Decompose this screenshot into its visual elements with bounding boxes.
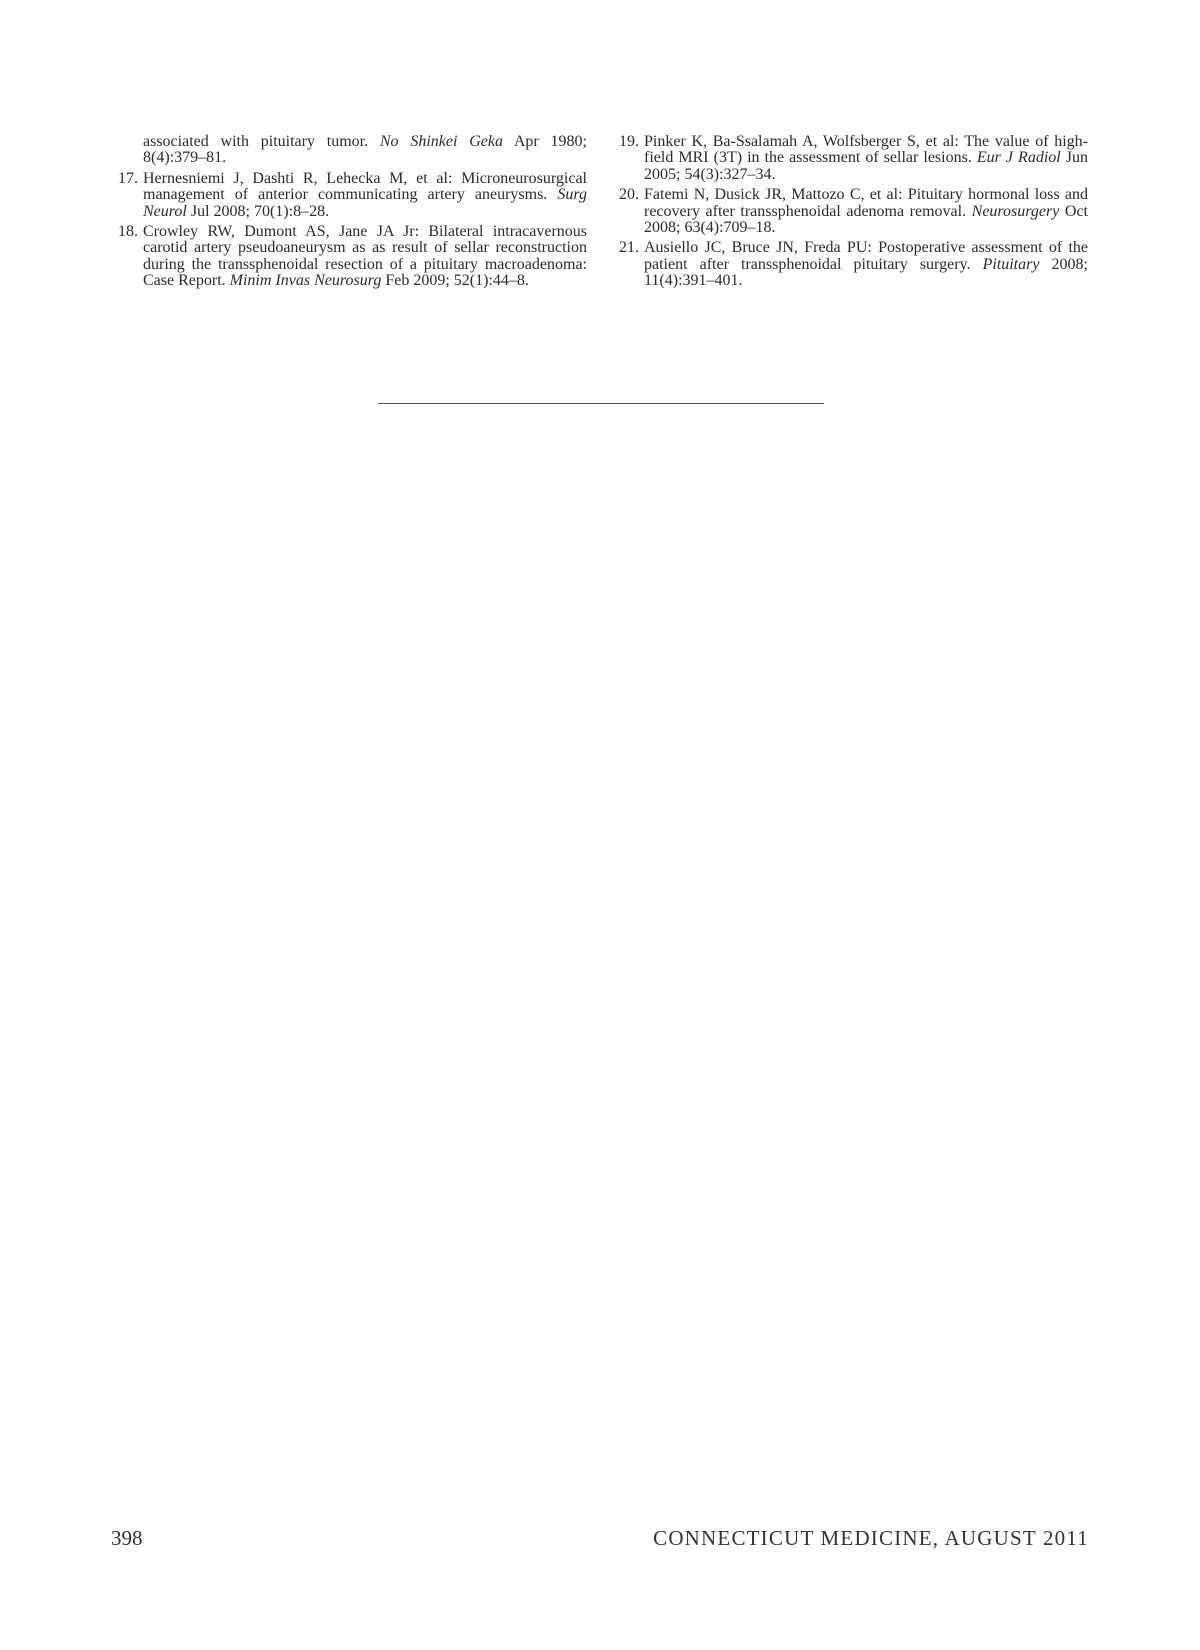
reference-19 <box>612 134 1088 183</box>
reference-journal: Surg Neurol <box>143 186 587 220</box>
reference-journal: Minim Invas Neurosurg <box>229 272 382 290</box>
reference-text: associated with pituitary tumor. <box>143 133 380 150</box>
reference-number: 17. <box>118 169 138 187</box>
reference-21 <box>612 240 1088 289</box>
page-number: 398 <box>111 1526 143 1550</box>
reference-citation: Feb 2009; 52(1):44–8. <box>381 272 529 290</box>
left-reference-column <box>111 134 587 294</box>
reference-citation: Apr 1980; 8(4):379–81. <box>143 133 587 167</box>
reference-citation: Jun 2005; 54(3):327–34. <box>644 149 1089 183</box>
reference-20 <box>612 187 1088 236</box>
reference-text: Ausiello JC, Bruce JN, Freda PU: Postoperative assessment of the patient after transsphenoidal pituitary surgery. <box>644 239 1088 273</box>
reference-citation: Jul 2008; 70(1):8–28. <box>186 202 330 220</box>
reference-number: 20. <box>619 186 639 204</box>
reference-journal: Eur J Radiol <box>976 149 1061 167</box>
reference-17 <box>111 171 587 220</box>
reference-journal: Pituitary <box>982 255 1040 273</box>
right-reference-column <box>612 134 1088 294</box>
reference-citation: 2008; 11(4):391–401. <box>644 255 1088 290</box>
reference-continued <box>111 134 587 167</box>
reference-number: 19. <box>619 133 639 150</box>
reference-number: 21. <box>619 239 639 257</box>
section-divider <box>378 403 824 404</box>
reference-text: Hernesniemi J, Dashti R, Lehecka M, et al: Microneurosurgical management of anterior communicating artery aneurysms. <box>143 169 587 204</box>
reference-text: Pinker K, Ba-Ssalamah A, Wolfsberger S, et al: The value of high-field MRI (3T) in the assessment of sellar lesions. <box>644 133 1088 167</box>
reference-journal: Neurosurgery <box>971 202 1060 220</box>
reference-citation: Oct 2008; 63(4):709–18. <box>644 202 1088 237</box>
reference-journal: No Shinkei Geka <box>379 133 503 150</box>
journal-footer: CONNECTICUT MEDICINE, AUGUST 2011 <box>653 1526 1089 1550</box>
reference-number: 18. <box>118 223 138 241</box>
reference-18 <box>111 224 587 290</box>
reference-text: Crowley RW, Dumont AS, Jane JA Jr: Bilateral intracavernous carotid artery pseudoaneurysm as as result of sellar reconstruction during the transsphenoidal resection of a pituitary macroadenoma: Case Report. <box>143 223 587 290</box>
reference-text: Fatemi N, Dusick JR, Mattozo C, et al: Pituitary hormonal loss and recovery after transsphenoidal adenoma removal. <box>644 186 1088 220</box>
